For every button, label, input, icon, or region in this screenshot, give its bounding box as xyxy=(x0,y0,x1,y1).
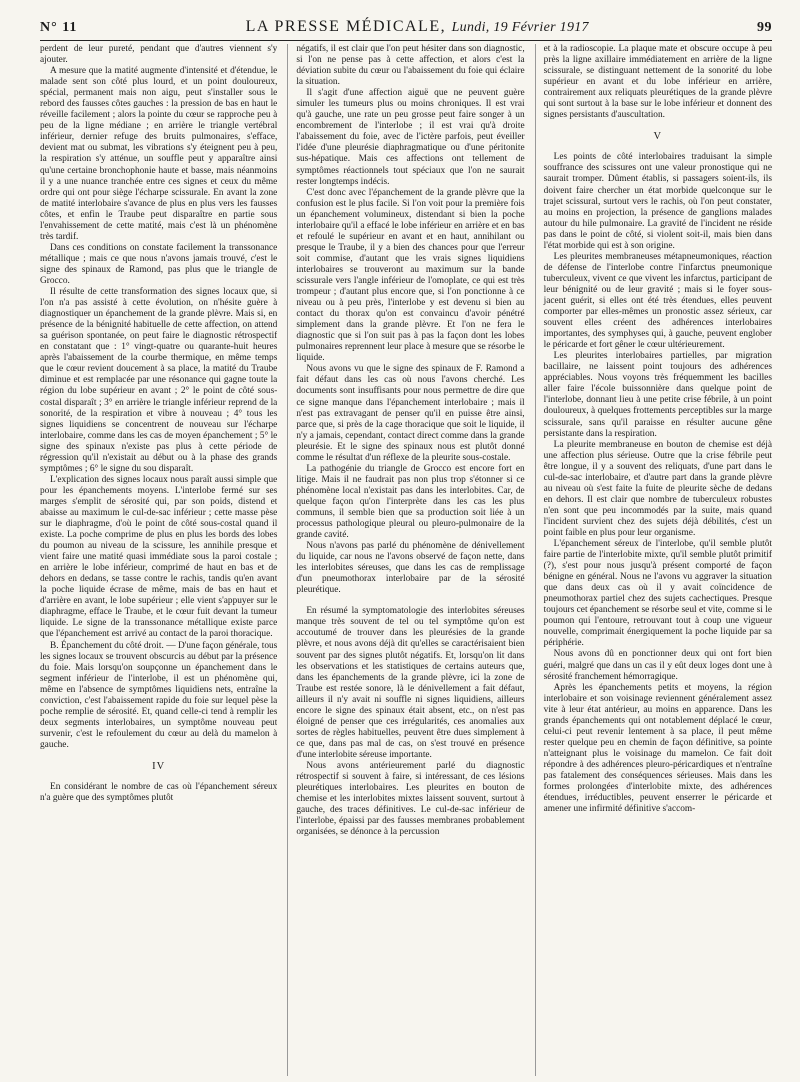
paragraph: Nous avons antérieurement parlé du diagnostic rétrospectif si souvent à faire, si intéressant, de ces lésions pleurétiques interlobaires. Les pleurites en bouton de chemise et les interlobites mixtes laissent souvent, surtout à gauche, des traces définitives. Le cul-de-sac inférieur de l'interlobe, épaissi par des fausses membranes probablement organisées, se dénonce à la percussion xyxy=(296,761,525,838)
journal-title: LA PRESSE MÉDICALE, xyxy=(245,18,447,35)
paragraph: Nous avons vu que le signe des spinaux de F. Ramond a fait défaut dans les cas où nous l'avons cherché. Les documents sont insuffisants pour nous permettre de dire que ce signe manque dans l'épanchement interlobaire ; mais il n'est pas extravagant de penser qu'il en puisse être ainsi, parce que, si près de la cage thoracique que soit le liquide, il n'y a jamais, cependant, contact direct comme dans la grande pleurésie. Et le signe des spinaux nous est plutôt donné comme le résultat d'un réflexe de la pleurite sous-costale. xyxy=(296,364,525,463)
issue-date: Lundi, 19 Février 1917 xyxy=(451,20,589,35)
issue-number: N° 11 xyxy=(40,20,78,35)
paragraph: et à la radioscopie. La plaque mate et obscure occupe à peu près la ligne axillaire immédiatement en arrière de la ligne scissurale, se distinguant nettement de la sonorité du lobe supérieur en avant et du lobe inférieur en arrière, contrairement aux reliquats pleurétiques de la grande plèvre qui sont surtout à la base sur le lobe inférieur et donnent des signes persistants d'auscultation. xyxy=(543,44,772,121)
paragraph: En résumé la symptomatologie des interlobites séreuses manque très souvent de tel ou tel symptôme qu'on est accoutumé de trouver dans les pleurésies de la grande plèvre, et nous avons déjà dit qu'elles se caractérisaient bien souvent par des signes plutôt négatifs. Et, lorsqu'on lit dans les observations et les statistiques de certains auteurs que, dans les épanchements de la grande plèvre, ici la zone de Traube est restée sonore, là le dénivellement a fait défaut, ailleurs il n'y avait ni souffle ni signes liquidiens, ailleurs encore le signe des spinaux était absent, etc., on n'est pas éloigné de penser que ces irrégularités, ces anomalies aux sortes de règles habituelles, peuvent être dues simplement à ce que, dans pas mal de cas, on s'est trouvé en présence d'une interlobite séreuse importante. xyxy=(296,606,525,760)
paragraph: perdent de leur pureté, pendant que d'autres viennent s'y ajouter. xyxy=(40,44,278,66)
journal-title-line xyxy=(246,18,589,36)
paragraph: L'épanchement séreux de l'interlobe, qu'il semble plutôt faire partie de l'interlobite mixte, qu'il semble plutôt primitif (?), s'est pour nous jusqu'à présent comporté de façon bénigne en général. Nous ne l'avons vu aggraver la situation que dans deux cas où il y avait coïncidence de pneumothorax partiel chez des sujets cachectiques. Presque toujours cet épanchement se résorbe seul et vite, comme si le poumon qui l'entoure, retrouvant tout à coup une vigueur nouvelle, comprimait énergiquement la poche liquide par sa périphérie. xyxy=(543,539,772,649)
paragraph: A mesure que la matité augmente d'intensité et d'étendue, le malade sent son côté plus lourd, et un point douloureux, spécial, permanent mais non aigu, peut s'installer sous le rebord des fausses côtes gauches : la pression de bas en haut le réveille facilement ; alors la pointe du cœur se rapproche peu à peu de la ligne médiane ; en arrière le triangle vertébral inférieur, dernier refuge des bruits pulmonaires, s'efface, devient mat ou submat, les vibrations s'y éteignent peu à peu, la respiration s'y atténue, un souffle peut y apparaître ainsi qu'une certaine bronchophonie haute et basse, mais néanmoins il y a une nuance tranchée entre ces signes et ceux du même ordre qui ont pour siège l'écharpe scissurale. En avant la zone de matité interlobaire s'avance de plus en plus vers les fausses côtes, et enfin le Traube peut disparaître en partie sous l'envahissement de cette matité, mais c'est là un phénomène très tardif. xyxy=(40,66,278,242)
column-3 xyxy=(535,44,772,1076)
paragraph: négatifs, il est clair que l'on peut hésiter dans son diagnostic, si l'on ne pense pas à cette affection, et alors c'est la déviation subite du cœur ou l'abaissement du foie qui éclaire la situation. xyxy=(296,44,525,88)
paragraph: La pleurite membraneuse en bouton de chemise est déjà une affection plus sérieuse. Outre que la crise fébrile peut être longue, il y a souvent des reliquats, d'une part dans le cul-de-sac interlobaire, et d'autre part dans la grande plèvre au niveau où s'est faite la fuite de pleurite sèche de dedans en dehors. Il est clair que nombre de tuberculeux robustes n'en sont que peu incommodés par la suite, mais quand l'incident survient chez des sujets déjà débilités, c'est un point faible en plus pour leur organisme. xyxy=(543,439,772,538)
paragraph: Il résulte de cette transformation des signes locaux que, si l'on n'a pas assisté à cette évolution, on n'hésite guère à diagnostiquer un épanchement de la grande plèvre. Mais si, en présence de la bénignité habituelle de cette affection, on attend sa guérison spontanée, on peut faire le diagnostic rétrospectif en constatant que : 1° vingt-quatre ou quarante-huit heures après l'abaissement de la courbe thermique, en même temps que le cœur revient doucement à sa place, la matité du Traube diminue et est remplacée par une résonance qui gagne toute la région du lobe supérieur en avant ; 2° le point de côté sous-costal disparaît ; 3° en arrière le triangle inférieur reprend de la sonorité, de la respiration et vibre à nouveau ; 4° tous les signes liquidiens se concentrent de nouveau sur l'écharpe interlobaire, comme dans les cas de moyen épanchement ; 5° le signe des spinaux n'existe pas plus à cette période de régression qu'il n'existait au début ou à la phase des grands symptômes ; 6° le signe du sou disparaît. xyxy=(40,287,278,474)
paragraph: C'est donc avec l'épanchement de la grande plèvre que la confusion est le plus facile. Si l'on voit pour la première fois un épanchement volumineux, distendant si bien la poche interlobaire qu'il a effacé le lobe inférieur en arrière et en bas et refoulé le supérieur en avant et en haut, annihilant ou presque le Traube, il y a bien des chances pour que l'erreur soit commise, d'autant que les vrais signes liquidiens interlobaires se trouveront au maximum sur la bande scissurale vers l'angle inférieur de l'omoplate, ce qui est très trompeur ; d'autant plus encore que, si l'on ponctionne à ce niveau ou à peu près, l'interlobe y est devenu si bien au contact du thorax qu'on est convaincu d'avoir pénétré simplement dans la grande plèvre. Et l'on ne fera le diagnostic que si l'on suit pas à pas la façon dont les lobes pulmonaires reprennent leur place à mesure que se résorbe le liquide. xyxy=(296,187,525,364)
section-heading: V xyxy=(653,131,663,143)
paragraph: La pathogénie du triangle de Grocco est encore fort en litige. Mais il ne faudrait pas non plus trop s'étonner si ce phénomène local n'existait pas dans les interlobites. Car, de quelque façon qu'on l'interprète dans les cas les plus communs, il semble bien que sa production soit liée à un processus pathologique pleural ou pleuro-pulmonaire de la grande cavité. xyxy=(296,463,525,541)
paragraph: Les points de côté interlobaires traduisant la simple souffrance des scissures ont une valeur pronostique qui ne saurait tromper. Dûment établis, si passagers soient-ils, ils doivent faire chercher un état morbide quelconque sur le trajet scissural, surtout vers le rachis, où l'on peut constater, au moins en projection, la présence de ganglions malades autour du hile pulmonaire. La gravité de l'incident ne réside pas dans le point de côté, si violent soit-il, mais bien dans l'état morbide qui est à son origine. xyxy=(543,152,772,251)
paragraph: Les pleurites interlobaires partielles, par migration bacillaire, ne laissent point toujours des adhérences appréciables. Nous voyons très fréquemment les bacilles aller faire l'école buissonnière dans quelque point de l'interlobe, donnant lieu à une petite crise fébrile, à un point douloureux, à quelques frottements perceptibles sur la marge scissurale, sans qu'il paraisse en résulter aucune gêne persistante dans la respiration. xyxy=(543,351,772,439)
page-header xyxy=(40,18,772,41)
paragraph: Dans ces conditions on constate facilement la transsonance métallique ; mais ce que nous n'avons jamais trouvé, c'est le signe des spinaux de Ramond, pas plus que le triangle de Grocco. xyxy=(40,242,278,286)
paragraph: Les pleurites membraneuses métapneumoniques, réaction de défense de l'interlobe contre l'infarctus pneumonique tuberculeux, vivent ce que vivent les infarctus, participant de leur bénignité ou de leur gravité ; mais si le foyer sous-jacent guérit, si elles ont été très étendues, elles peuvent comporter par elles-mêmes un pronostic assez sérieux, car souvent elles créent des adhérences interlobaires importantes, des symphyses qui, à gauche, peuvent englober le péricarde et fort gêner le cœur ultérieurement. xyxy=(543,251,772,351)
paragraph: Il s'agit d'une affection aiguë que ne peuvent guère simuler les tumeurs plus ou moins chroniques. Il est vrai qu'à gauche, une rate un peu grosse peut faire songer à un encombrement de l'interlobe ; il est vrai qu'à droite l'abaissement du foie, avec de l'ictère parfois, peut éveiller l'idée d'une pleurésie diaphragmatique ou d'une péritonite sus-hépatique. Mais ces affections ont tellement de symptômes réactionnels tout spéciaux que l'on ne saurait rester longtemps indécis. xyxy=(296,88,525,187)
page-number: 99 xyxy=(757,20,772,35)
paragraph: Après les épanchements petits et moyens, la région interlobaire et son voisinage reviennent généralement assez vite à leur état antérieur, au moins en apparence. Dans les grands épanchements qui ont notablement déplacé le cœur, celui-ci peut revenir lentement à sa place, il peut même rester quelque peu en chemin de façon définitive, sa pointe n'atteignant plus le voisinage du mamelon. Ce fait doit répondre à des adhérences pleuro-péricardiques et n'entraîne pas fatalement des conséquences sérieuses. Mais dans les formes prolongées d'interlobite mixte, des adhérences étendues, irréductibles, peuvent enserrer le péricarde et amener une infirmité définitive s'accom- xyxy=(543,682,772,815)
column-1 xyxy=(40,44,277,1076)
paragraph: En considérant le nombre de cas où l'épanchement séreux n'a guère que des symptômes plutôt xyxy=(40,782,278,804)
paragraph-gap xyxy=(296,596,524,606)
paragraph: Nous n'avons pas parlé du phénomène de dénivellement du liquide, car nous ne l'avons observé de façon nette, dans les interlobites séreuses, que dans les cas de remplissage d'un pneumothorax interlobaire par de la sérosité pleurétique. xyxy=(296,541,525,596)
paragraph: L'explication des signes locaux nous paraît aussi simple que pour les épanchements moyens. L'interlobe fermé sur ses marges s'emplit de sérosité qui, par son poids, distend et abaisse au maximum le cul-de-sac inférieur ; cette masse pèse sur le diaphragme, d'où le point de côté sous-costal quand il existe. La poche comprime de plus en plus les bords des lobes du poumon au niveau de la scissure, les annihile presque et vient faire une matité quasi immédiate sous la paroi costale ; en arrière le lobe inférieur, comprimé de haut en bas et de dehors en dedans, se tasse contre le rachis, tandis qu'en avant la poche liquide écrase de même, mais de bas en haut et d'arrière en avant, le lobe supérieur ; elle vient s'appuyer sur le diaphragme, efface le Traube, et le cœur fuit devant la tumeur liquide. Le signe de la transsonance métallique existe parce que l'épanchement est arrivé au contact de la paroi thoracique. xyxy=(40,474,278,640)
article-columns xyxy=(40,44,772,1076)
paragraph: Nous avons dû en ponctionner deux qui ont fort bien guéri, malgré que dans un cas il y eût deux loges dont une à sérosité franchement hémorragique. xyxy=(543,649,772,682)
section-heading: IV xyxy=(152,761,166,772)
column-2 xyxy=(287,44,524,1076)
paragraph: B. Épanchement du côté droit. — D'une façon générale, tous les signes locaux se trouvent obscurcis au début par la présence du foie. Mais lorsqu'on soupçonne un épanchement dans le segment inférieur de l'interlobe, il est un phénomène qui, même en l'absence de symptômes liquidiens nets, entraîne la conviction, c'est l'abaissement rapide du foie sur lequel pèse la poche remplie de sérosité. Et, quand celle-ci tend à remplir les deux segments interlobaires, un symptôme nouveau peut survenir, c'est le refoulement du cœur au delà du mamelon à gauche. xyxy=(40,640,278,750)
